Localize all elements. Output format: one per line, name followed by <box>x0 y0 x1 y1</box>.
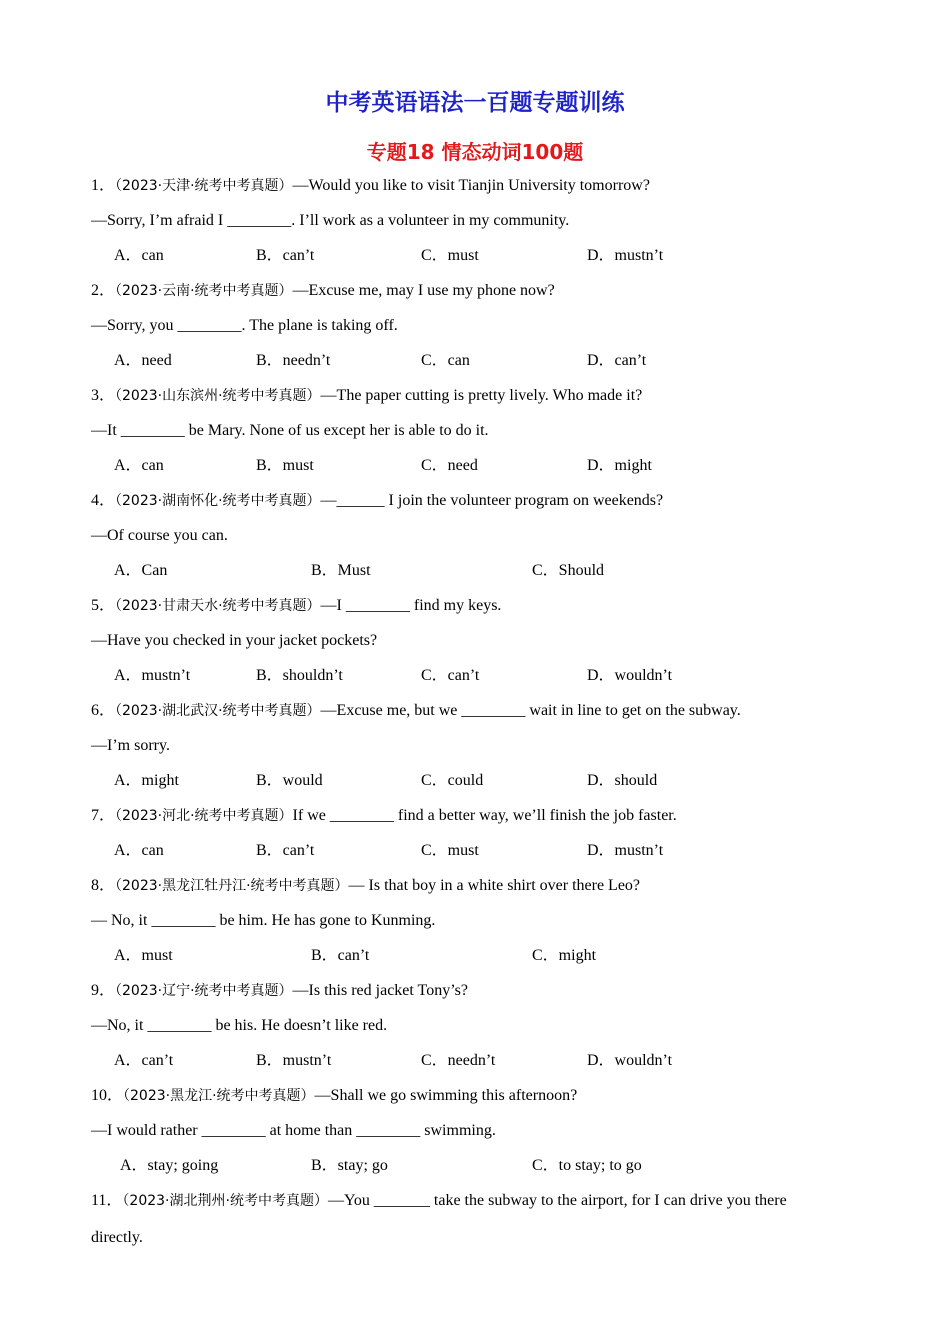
question-7-option-b[interactable]: B．can’t <box>256 842 315 859</box>
question-number: 9． <box>91 982 116 999</box>
question-source: （2023·甘肃天水·统考中考真题） <box>115 598 321 614</box>
question-5-option-c[interactable]: C．can’t <box>421 667 480 684</box>
page-subtitle: 专题18 情态动词100题 <box>366 140 584 164</box>
question-4-stem <box>91 491 663 511</box>
question-4-option-b[interactable]: B．Must <box>311 562 371 579</box>
question-text: —Is this red jacket Tony’s? <box>292 982 468 999</box>
question-1-option-c[interactable]: C．must <box>421 247 479 264</box>
question-text: — Is that boy in a white shirt over there Leo? <box>348 877 641 894</box>
question-text: —Excuse me, but we ________ wait in line to get on the subway. <box>320 702 741 719</box>
question-9-option-d[interactable]: D．wouldn’t <box>587 1052 673 1069</box>
question-source: （2023·山东滨州·统考中考真题） <box>115 388 321 404</box>
question-text: —The paper cutting is pretty lively. Who made it? <box>320 387 643 404</box>
page-title: 中考英语语法一百题专题训练 <box>325 90 625 116</box>
question-4-option-c[interactable]: C．Should <box>532 562 605 579</box>
question-9-option-b[interactable]: B．mustn’t <box>256 1052 332 1069</box>
question-6-option-a[interactable]: A．might <box>114 772 179 789</box>
question-1-option-b[interactable]: B．can’t <box>256 247 315 264</box>
question-2-option-c[interactable]: C．can <box>421 352 470 369</box>
question-5-stem <box>91 596 501 616</box>
question-3-option-a[interactable]: A．can <box>114 457 164 474</box>
question-10-line2: —I would rather ________ at home than ________ swimming. <box>91 1122 496 1139</box>
question-9-option-a[interactable]: A．can’t <box>114 1052 174 1069</box>
question-9-line2: —No, it ________ be his. He doesn’t like red. <box>91 1017 388 1034</box>
question-6-option-b[interactable]: B．would <box>256 772 323 789</box>
question-9-stem <box>91 981 468 1001</box>
question-number: 3． <box>91 387 116 404</box>
question-number: 8． <box>91 877 116 894</box>
question-1-option-a[interactable]: A．can <box>114 247 164 264</box>
question-3-line2: —It ________ be Mary. None of us except her is able to do it. <box>91 422 489 439</box>
question-2-line2: —Sorry, you ________. The plane is taking off. <box>91 317 398 334</box>
question-4-line2: —Of course you can. <box>91 527 228 544</box>
question-8-option-b[interactable]: B．can’t <box>311 947 370 964</box>
question-7-option-d[interactable]: D．mustn’t <box>587 842 664 859</box>
question-3-stem <box>91 386 642 406</box>
question-number: 11． <box>91 1192 123 1209</box>
question-8-stem <box>91 876 640 896</box>
question-9-option-c[interactable]: C．needn’t <box>421 1052 496 1069</box>
question-text: —Shall we go swimming this afternoon? <box>314 1087 578 1104</box>
question-source: （2023·天津·统考中考真题） <box>115 178 293 194</box>
question-source: （2023·黑龙江牡丹江·统考中考真题） <box>115 878 349 894</box>
question-text: If we ________ find a better way, we’ll finish the job faster. <box>292 807 677 824</box>
question-10-stem <box>91 1086 577 1106</box>
question-source: （2023·辽宁·统考中考真题） <box>115 983 293 999</box>
question-source: （2023·湖南怀化·统考中考真题） <box>115 493 321 509</box>
question-number: 1． <box>91 177 116 194</box>
question-number: 6． <box>91 702 116 719</box>
question-1-stem <box>91 176 650 196</box>
question-1-line2: —Sorry, I’m afraid I ________. I’ll work as a volunteer in my community. <box>91 212 570 229</box>
question-8-line2: — No, it ________ be him. He has gone to Kunming. <box>91 912 436 929</box>
question-source: （2023·湖北武汉·统考中考真题） <box>115 703 321 719</box>
question-source: （2023·湖北荆州·统考中考真题） <box>122 1193 328 1209</box>
question-10-option-a[interactable]: A．stay; going <box>120 1157 219 1174</box>
question-5-option-d[interactable]: D．wouldn’t <box>587 667 673 684</box>
question-text: —You _______ take the subway to the airport, for I can drive you there <box>327 1192 787 1209</box>
question-7-stem <box>91 806 677 826</box>
question-3-option-c[interactable]: C．need <box>421 457 478 474</box>
question-text: —I ________ find my keys. <box>320 597 502 614</box>
question-number: 7． <box>91 807 116 824</box>
question-8-option-a[interactable]: A．must <box>114 947 173 964</box>
question-source: （2023·云南·统考中考真题） <box>115 283 293 299</box>
question-source: （2023·黑龙江·统考中考真题） <box>123 1088 315 1104</box>
question-3-option-d[interactable]: D．might <box>587 457 652 474</box>
question-10-option-c[interactable]: C．to stay; to go <box>532 1157 642 1174</box>
question-7-option-c[interactable]: C．must <box>421 842 479 859</box>
question-number: 10． <box>91 1087 124 1104</box>
question-5-option-a[interactable]: A．mustn’t <box>114 667 191 684</box>
question-number: 4． <box>91 492 116 509</box>
question-2-option-b[interactable]: B．needn’t <box>256 352 331 369</box>
question-6-option-c[interactable]: C．could <box>421 772 484 789</box>
question-10-option-b[interactable]: B．stay; go <box>311 1157 388 1174</box>
question-1-option-d[interactable]: D．mustn’t <box>587 247 664 264</box>
question-6-stem <box>91 701 741 721</box>
question-7-option-a[interactable]: A．can <box>114 842 164 859</box>
question-text: —Excuse me, may I use my phone now? <box>292 282 555 299</box>
question-5-option-b[interactable]: B．shouldn’t <box>256 667 343 684</box>
question-3-option-b[interactable]: B．must <box>256 457 314 474</box>
question-11-stem <box>91 1191 787 1211</box>
question-number: 2． <box>91 282 116 299</box>
question-8-option-c[interactable]: C．might <box>532 947 597 964</box>
question-2-option-d[interactable]: D．can’t <box>587 352 647 369</box>
question-2-stem <box>91 281 555 301</box>
question-4-option-a[interactable]: A．Can <box>114 562 168 579</box>
question-source: （2023·河北·统考中考真题） <box>115 808 293 824</box>
question-11-line2: directly. <box>91 1229 143 1246</box>
question-text: —Would you like to visit Tianjin University tomorrow? <box>292 177 650 194</box>
question-5-line2: —Have you checked in your jacket pockets? <box>91 632 378 649</box>
question-number: 5． <box>91 597 116 614</box>
question-6-line2: —I’m sorry. <box>91 737 170 754</box>
question-text: —______ I join the volunteer program on weekends? <box>320 492 664 509</box>
question-6-option-d[interactable]: D．should <box>587 772 658 789</box>
question-2-option-a[interactable]: A．need <box>114 352 172 369</box>
